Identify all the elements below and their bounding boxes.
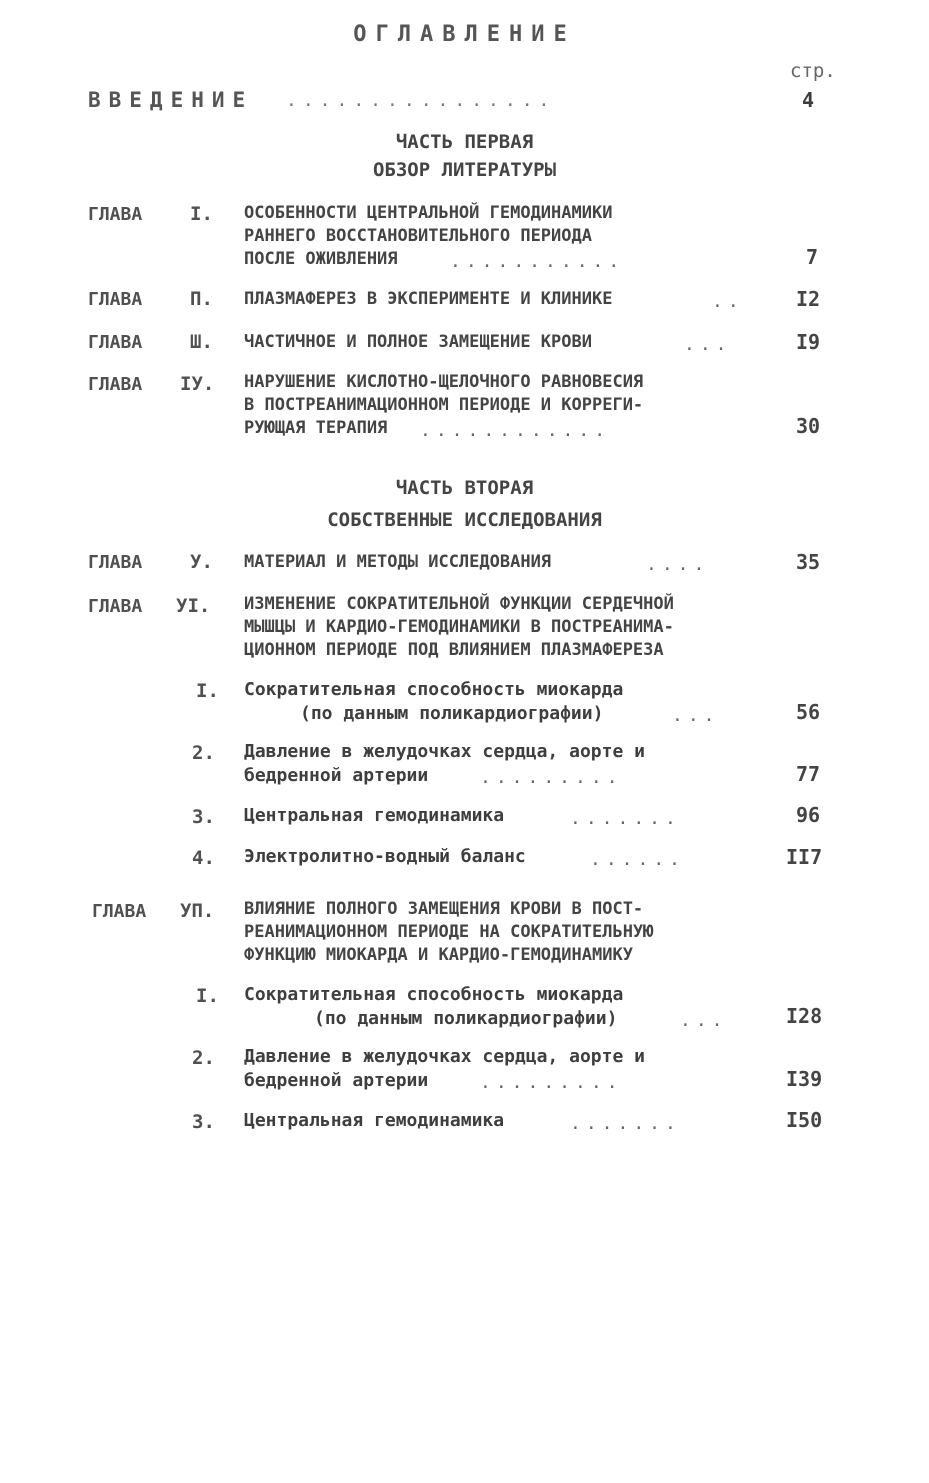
page-number: 30: [796, 414, 821, 438]
part-one-title: ЧАСТЬ ПЕРВАЯ: [395, 131, 534, 153]
chapter-label: ГЛАВА: [88, 374, 143, 395]
part-two-title: ЧАСТЬ ВТОРАЯ: [395, 477, 534, 499]
section-number: 2.: [192, 1047, 215, 1069]
leader-dots: ...: [684, 334, 732, 355]
section-title-line: бедренной артерии: [244, 765, 429, 786]
page-number: 56: [796, 700, 821, 724]
chapter-number: УП.: [180, 900, 215, 922]
leader-dots: ....: [646, 554, 710, 575]
chapter-title-line: ВЛИЯНИЕ ПОЛНОГО ЗАМЕЩЕНИЯ КРОВИ В ПОСТ-: [244, 899, 644, 919]
chapter-label: ГЛАВА: [88, 596, 143, 617]
chapter-number: IУ.: [180, 373, 215, 395]
chapter-title-line: МЫШЦЫ И КАРДИО-ГЕМОДИНАМИКИ В ПОСТРЕАНИМА-: [244, 617, 674, 637]
section-number: 3.: [192, 1111, 215, 1133]
leader-dots: ............: [420, 420, 611, 441]
chapter-title-line: МАТЕРИАЛ И МЕТОДЫ ИССЛЕДОВАНИЯ: [244, 552, 552, 572]
chapter-title-line: РАННЕГО ВОССТАНОВИТЕЛЬНОГО ПЕРИОДА: [244, 226, 592, 246]
page-column-label: стр.: [790, 60, 836, 82]
page-number: 7: [806, 245, 819, 269]
section-number: 2.: [192, 742, 215, 764]
leader-dots: ......: [590, 849, 686, 870]
chapter-title-line: ЦИОННОМ ПЕРИОДЕ ПОД ВЛИЯНИЕМ ПЛАЗМАФЕРЕЗА: [244, 640, 664, 660]
section-title-line: Сократительная способность миокарда: [244, 984, 624, 1005]
page-number: I28: [786, 1004, 823, 1028]
page-number: 77: [796, 762, 821, 786]
section-title-line: Электролитно-водный баланс: [244, 846, 526, 867]
section-title-line: Сократительная способность миокарда: [244, 679, 624, 700]
section-title-line: Давление в желудочках сердца, аорте и: [244, 1046, 645, 1067]
chapter-title-line: В ПОСТРЕАНИМАЦИОННОМ ПЕРИОДЕ И КОРРЕГИ-: [244, 395, 644, 415]
part-two-subtitle: СОБСТВЕННЫЕ ИССЛЕДОВАНИЯ: [327, 509, 602, 531]
section-title-line: (по данным поликардиографии): [314, 1008, 618, 1029]
section-number: I.: [196, 985, 219, 1007]
section-title-line: бедренной артерии: [244, 1070, 429, 1091]
section-number: I.: [196, 680, 219, 702]
leader-dots: .........: [480, 767, 623, 788]
page-title: ОГЛАВЛЕНИЕ: [353, 22, 576, 47]
page-number: I50: [786, 1108, 823, 1132]
page-number: I9: [796, 330, 821, 354]
page-number: II7: [786, 845, 823, 869]
page-number: 35: [796, 550, 821, 574]
chapter-title-line: ПЛАЗМАФЕРЕЗ В ЭКСПЕРИМЕНТЕ И КЛИНИКЕ: [244, 289, 613, 309]
chapter-title-line: НАРУШЕНИЕ КИСЛОТНО-ЩЕЛОЧНОГО РАВНОВЕСИЯ: [244, 372, 644, 392]
chapter-label: ГЛАВА: [88, 332, 143, 353]
chapter-label: ГЛАВА: [88, 289, 143, 310]
section-number: 4.: [192, 847, 215, 869]
leader-dots: ...: [672, 705, 720, 726]
intro-leader-dots: ................: [286, 90, 556, 111]
chapter-title-line: ИЗМЕНЕНИЕ СОКРАТИТЕЛЬНОЙ ФУНКЦИИ СЕРДЕЧНОЙ: [244, 594, 674, 614]
chapter-label: ГЛАВА: [88, 552, 143, 573]
chapter-number: УI.: [176, 595, 211, 617]
chapter-number: У.: [190, 551, 213, 573]
chapter-title-line: ОСОБЕННОСТИ ЦЕНТРАЛЬНОЙ ГЕМОДИНАМИКИ: [244, 203, 613, 223]
page-number: 96: [796, 803, 821, 827]
part-one-subtitle: ОБЗОР ЛИТЕРАТУРЫ: [372, 159, 557, 181]
chapter-number: П.: [190, 288, 213, 310]
section-number: 3.: [192, 806, 215, 828]
chapter-label: ГЛАВА: [92, 901, 147, 922]
leader-dots: .......: [570, 1113, 681, 1134]
chapter-label: ГЛАВА: [88, 204, 143, 225]
chapter-number: Ш.: [190, 331, 213, 353]
section-title-line: Центральная гемодинамика: [244, 1110, 505, 1131]
chapter-number: I.: [190, 203, 213, 225]
chapter-title-line: РУЮЩАЯ ТЕРАПИЯ: [244, 418, 388, 438]
section-title-line: (по данным поликардиографии): [300, 703, 604, 724]
leader-dots: ..: [712, 291, 744, 312]
chapter-title-line: ФУНКЦИЮ МИОКАРДА И КАРДИО-ГЕМОДИНАМИКУ: [244, 945, 633, 965]
section-title-line: Давление в желудочках сердца, аорте и: [244, 741, 645, 762]
chapter-title-line: ЧАСТИЧНОЕ И ПОЛНОЕ ЗАМЕЩЕНИЕ КРОВИ: [244, 332, 592, 352]
chapter-title-line: ПОСЛЕ ОЖИВЛЕНИЯ: [244, 249, 398, 269]
section-title-line: Центральная гемодинамика: [244, 805, 505, 826]
page-number: I39: [786, 1067, 823, 1091]
leader-dots: ...........: [450, 251, 625, 272]
leader-dots: ...: [680, 1010, 728, 1031]
intro-label: ВВЕДЕНИЕ: [88, 88, 254, 112]
leader-dots: .......: [570, 808, 681, 829]
page-number: I2: [796, 287, 821, 311]
intro-page-number: 4: [802, 88, 815, 112]
leader-dots: .........: [480, 1072, 623, 1093]
chapter-title-line: РЕАНИМАЦИОННОМ ПЕРИОДЕ НА СОКРАТИТЕЛЬНУЮ: [244, 922, 654, 942]
